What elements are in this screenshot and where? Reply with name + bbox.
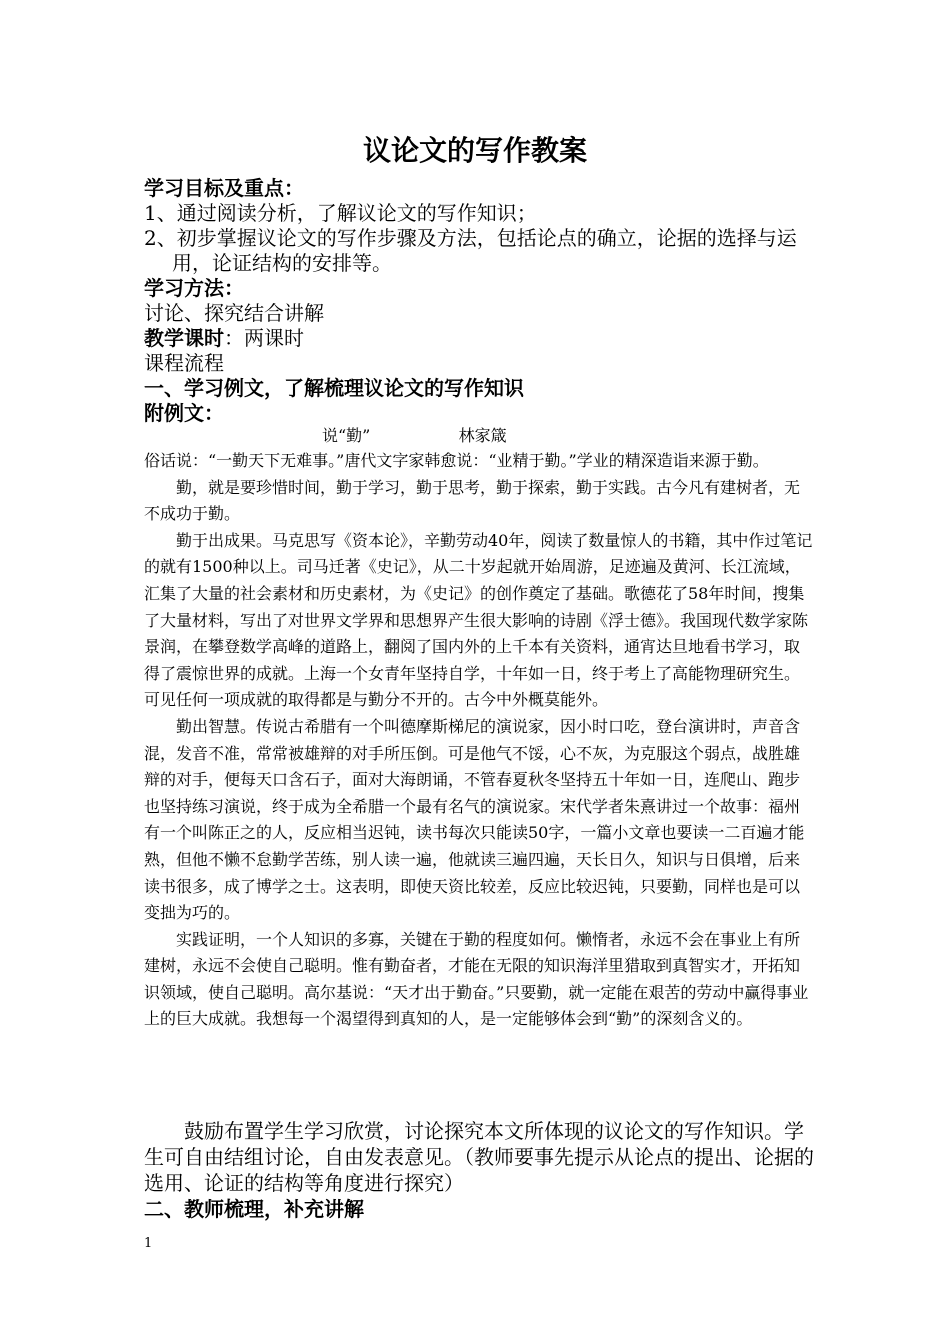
essay-author: 林家箴: [458, 426, 507, 445]
activity-section: [144, 1118, 814, 1222]
objective-item-1: 1、通过阅读分析，了解议论文的写作知识；: [144, 201, 537, 225]
essay-title: 说“勤”: [322, 426, 371, 445]
essay-paragraph-5: 实践证明，一个人知识的多寡，关键在于勤的程度如何。懒惰者，永远不会在事业上有所建树，永远不会使自己聪明。惟有勤奋者，才能在无限的知识海洋里猎取到真智实才，开拓知识领域，使自己聪明。高尔基说：“天才出于勤奋。”只要勤，就一定能在艰苦的劳动中赢得事业上的巨大成就。我想每一个渴望得到真知的人，是一定能够体会到“勤”的深刻含义的。: [144, 929, 809, 1029]
objectives-section: [144, 176, 814, 426]
essay-paragraph-4: 勤出智慧。传说古希腊有一个叫德摩斯梯尼的演说家，因小时口吃，登台演讲时，声音含混，发音不准，常常被雄辩的对手所压倒。可是他气不馁，心不灰，为克服这个弱点，战胜雄辩的对手，便每天口含石子，面对大海朗诵，不管春夏秋冬坚持五十年如一日，连爬山、跑步也坚持练习演说，终于成为全希腊一个最有名气的演说家。宋代学者朱熹讲过一个故事：福州有一个叫陈正之的人，反应相当迟钝，读书每次只能读50字，一篇小文章也要读一二百遍才能熟，但他不懒不怠勤学苦练，别人读一遍，他就读三遍四遍，天长日久，知识与日俱增，后来读书很多，成了博学之士。这表明，即使天资比较差，反应比较迟钝，只要勤，同样也是可以变拙为巧的。: [144, 716, 805, 923]
flow-label: 课程流程: [144, 351, 224, 375]
hours-value: 两课时: [244, 326, 304, 350]
method-heading: 学习方法：: [144, 276, 244, 300]
essay-paragraph-1: 俗话说：“一勤天下无难事。”唐代文字家韩愈说：“业精于勤。”学业的精深造诣来源于勤。: [144, 451, 769, 470]
objectives-heading: 学习目标及重点：: [144, 176, 304, 200]
page-number: 1: [144, 1236, 153, 1251]
hours-label: 教学课时: [144, 326, 224, 350]
activity-text: 鼓励布置学生学习欣赏，讨论探究本文所体现的议论文的写作知识。学生可自由结组讨论，自由发表意见。（教师要事先提示从论点的提出、论据的选用、论证的结构等角度进行探究）: [144, 1119, 814, 1195]
section-2-heading: 二、教师梳理，补充讲解: [144, 1197, 364, 1221]
example-label: 附例文：: [144, 401, 224, 425]
document-title: 议论文的写作教案: [362, 134, 587, 167]
essay-body: [144, 448, 814, 1033]
method-text: 讨论、探究结合讲解: [144, 301, 324, 325]
objective-item-2: 2、初步掌握议论文的写作步骤及方法，包括论点的确立，论据的选择与运用，论证结构的安排等。: [144, 226, 797, 275]
hours-colon: ：: [224, 326, 244, 350]
essay-paragraph-3: 勤于出成果。马克思写《资本论》，辛勤劳动40年，阅读了数量惊人的书籍，其中作过笔记的就有1500种以上。司马迁著《史记》，从二十岁起就开始周游，足迹遍及黄河、长江流域，汇集了大量的社会素材和历史素材，为《史记》的创作奠定了基础。歌德花了58年时间，搜集了大量材料，写出了对世界文学界和思想界产生很大影响的诗剧《浮士德》。我国现代数学家陈景润，在攀登数学高峰的道路上，翻阅了国内外的上千本有关资料，通宵达旦地看书学习，取得了震惊世界的成就。上海一个女青年坚持自学，十年如一日，终于考上了高能物理研究生。可见任何一项成就的取得都是与勤分不开的。古今中外概莫能外。: [144, 530, 813, 710]
essay-header: [322, 424, 507, 448]
section-1-heading: 一、学习例文，了解梳理议论文的写作知识: [144, 376, 524, 400]
essay-paragraph-2: 勤，就是要珍惜时间，勤于学习，勤于思考，勤于探索，勤于实践。古今凡有建树者，无不成功于勤。: [144, 477, 801, 524]
hours-line: [144, 326, 814, 351]
